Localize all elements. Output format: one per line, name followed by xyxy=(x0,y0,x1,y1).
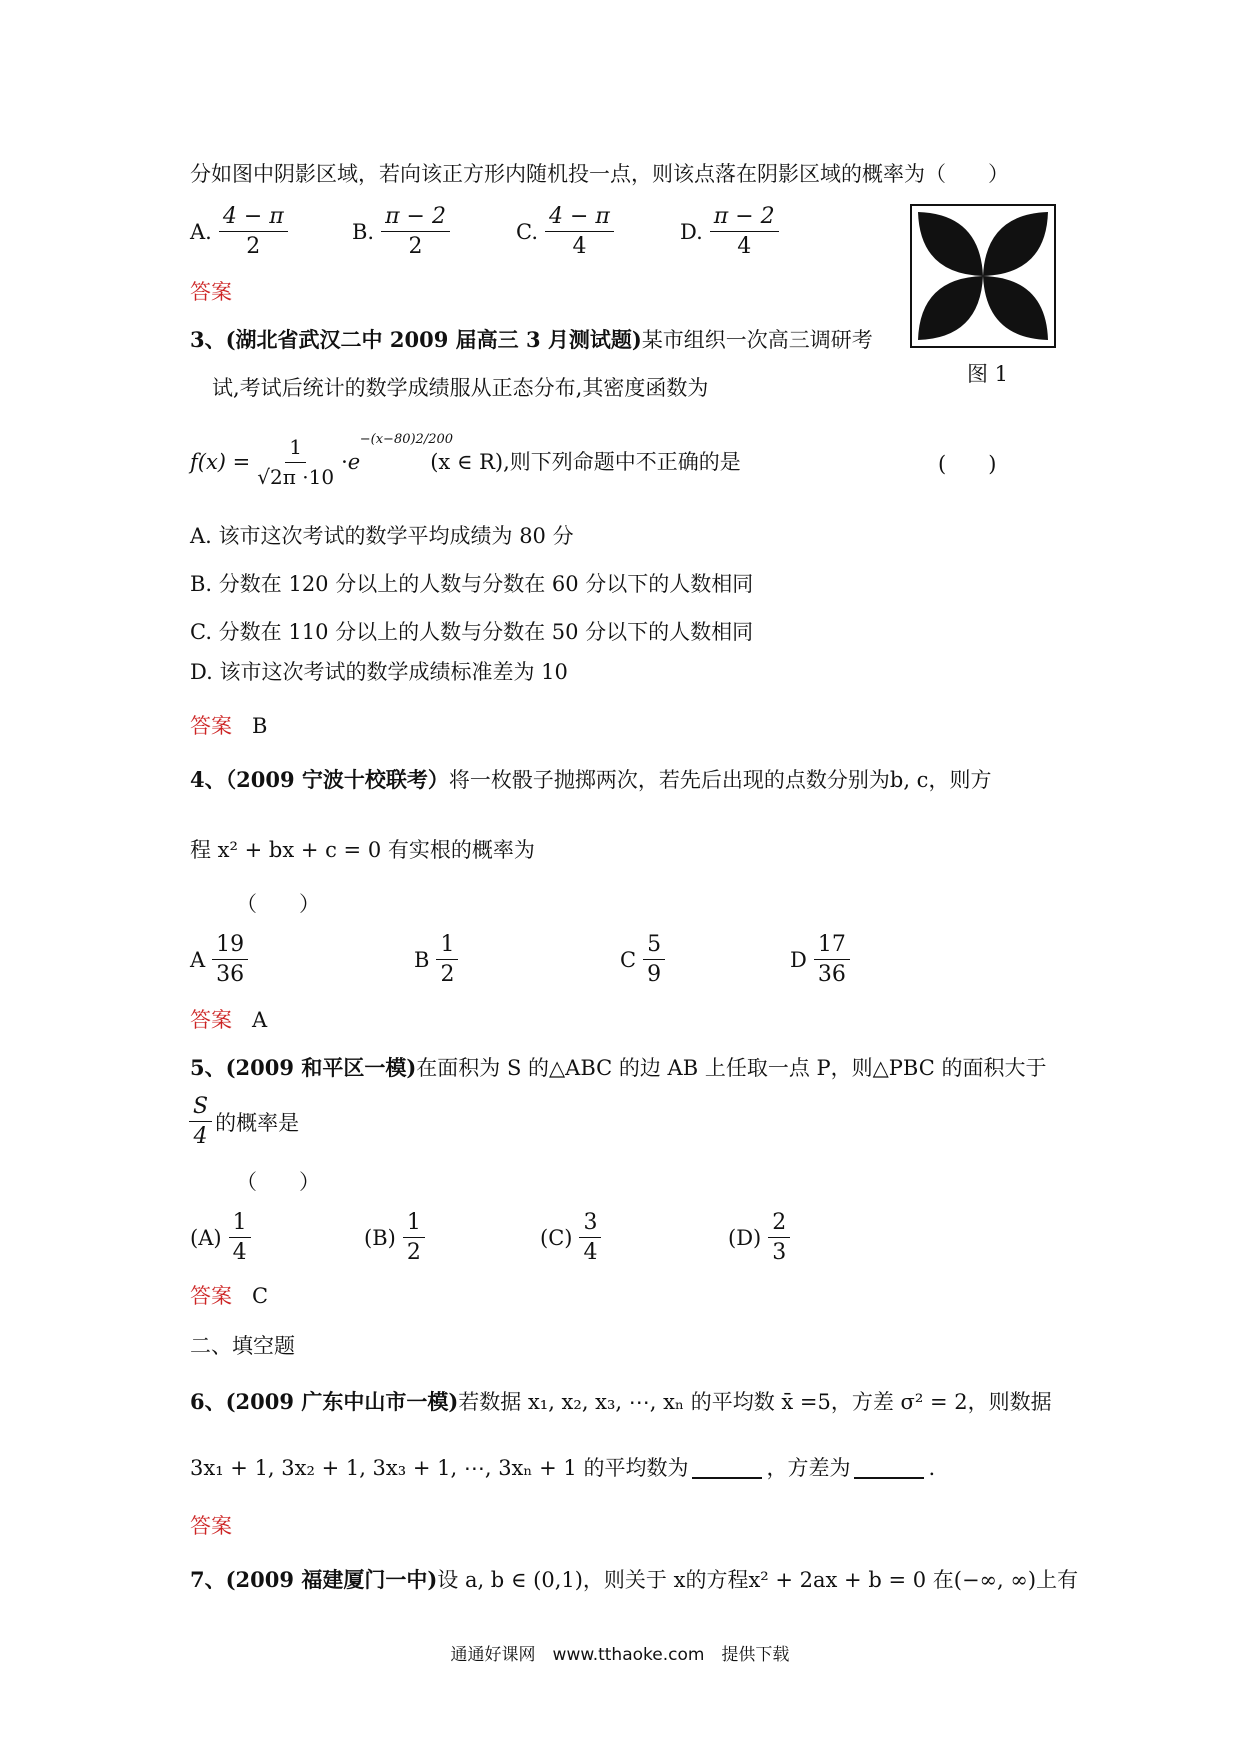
q2-answer-label: 答案 xyxy=(190,280,232,304)
section-heading-fill-in: 二、填空题 xyxy=(190,1334,295,1358)
q6-stem-line1: 6、(2009 广东中山市一模)若数据 x₁, x₂, x₃, ⋯, xₙ 的平均数 x̄ =5，方差 σ² = 2，则数据 xyxy=(190,1389,1052,1414)
q2-stem: 分如图中阴影区域，若向该正方形内随机投一点，则该点落在阴影区域的概率为（ ） xyxy=(190,162,1009,186)
q6-answer-label: 答案 xyxy=(190,1514,232,1538)
q4-option-c: C $\frac{5}{9}$ xyxy=(620,932,668,987)
q4-stem-line2: 程 x² + bx + c = 0 有实根的概率为 xyxy=(190,838,535,862)
q3-option-d: D. 该市这次考试的数学成绩标准差为 10 xyxy=(190,660,568,684)
q3-option-c: C. 分数在 110 分以上的人数与分数在 50 分以下的人数相同 xyxy=(190,620,754,644)
q5-stem-line1: 5、(2009 和平区一模)在面积为 S 的△ABC 的边 AB 上任取一点 P，则△PBC 的面积大于 xyxy=(190,1055,1047,1080)
q3-option-a: A. 该市这次考试的数学平均成绩为 80 分 xyxy=(190,524,574,548)
q4-answer-paren: （ ） xyxy=(236,892,320,916)
q5-option-b: (B) $\frac{1}{2}$ xyxy=(364,1210,428,1265)
q3-stem-line2: 试,考试后统计的数学成绩服从正态分布,其密度函数为 xyxy=(212,376,709,400)
q6-blank-variance[interactable] xyxy=(854,1455,924,1479)
q3-answer: 答案 B xyxy=(190,714,268,738)
q2-option-b: B. $\frac{\pi - 2}{2}$ xyxy=(352,204,453,259)
q4-stem-line1: 4、（2009 宁波十校联考）将一枚骰子抛掷两次，若先后出现的点数分别为b, c，则方 xyxy=(190,767,992,792)
q5-option-a: (A) $\frac{1}{4}$ xyxy=(190,1210,254,1265)
q3-option-b: B. 分数在 120 分以上的人数与分数在 60 分以下的人数相同 xyxy=(190,572,754,596)
q4-answer: 答案 A xyxy=(190,1008,268,1032)
q5-stem-line2: $\frac{S}{4}$ 的概率是 xyxy=(186,1094,299,1149)
page-footer: 通通好课网 www.tthaoke.com 提供下载 xyxy=(450,1645,790,1665)
q5-option-d: (D) $\frac{2}{3}$ xyxy=(728,1210,793,1265)
figure-1-four-petal-diagram xyxy=(910,204,1056,348)
q4-option-d: D $\frac{17}{36}$ xyxy=(790,932,853,987)
q2-option-c: C. $\frac{4 - \pi}{4}$ xyxy=(516,204,617,259)
q3-density-formula: f(x) = $\frac{1}{√2\pi \cdot 10}$ · e −(x−80)2/200 (x ∈ R),则下列命题中不正确的是 xyxy=(190,432,741,489)
q2-option-d: D. $\frac{\pi - 2}{4}$ xyxy=(680,204,782,259)
figure-caption: 图 1 xyxy=(967,362,1009,386)
q3-stem-line1: 3、(湖北省武汉二中 2009 届高三 3 月测试题)某市组织一次高三调研考 xyxy=(190,327,873,352)
q6-stem-line2: 3x₁ + 1, 3x₂ + 1, 3x₃ + 1, ⋯, 3xₙ + 1 的平均数为 ，方差为 . xyxy=(190,1456,936,1480)
q2-option-a: A. $\frac{4 - \pi}{2}$ xyxy=(190,204,291,259)
q5-answer: 答案 C xyxy=(190,1284,269,1308)
q4-option-a: A $\frac{19}{36}$ xyxy=(190,932,251,987)
q3-answer-paren: ( ) xyxy=(938,452,997,476)
q5-answer-paren: （ ） xyxy=(236,1170,320,1194)
q5-option-c: (C) $\frac{3}{4}$ xyxy=(540,1210,604,1265)
q6-blank-mean[interactable] xyxy=(692,1455,762,1479)
q7-stem-line1: 7、(2009 福建厦门一中)设 a, b ∈ (0,1)，则关于 x的方程x² + 2ax + b = 0 在(−∞, ∞)上有 xyxy=(190,1567,1079,1592)
q4-option-b: B $\frac{1}{2}$ xyxy=(414,932,461,987)
